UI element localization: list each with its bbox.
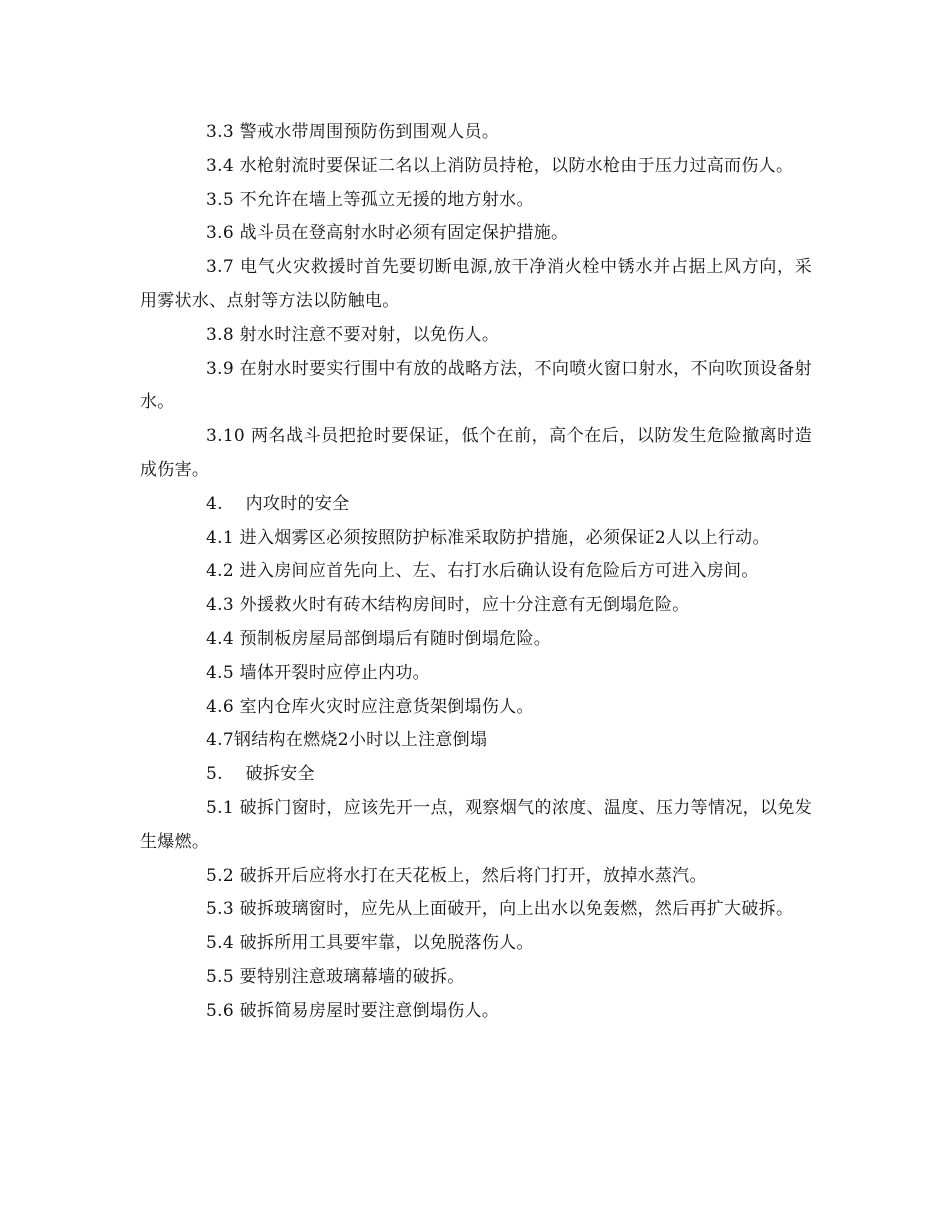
section-heading-4: 4. 内攻时的安全 xyxy=(206,493,350,514)
paragraph-3-4: 3.4 水枪射流时要保证二名以上消防员持枪，以防水枪由于压力过高而伤人。 xyxy=(206,155,794,176)
section-heading-5: 5. 破拆安全 xyxy=(206,764,315,785)
paragraph-5-2: 5.2 破拆开后应将水打在天花板上，然后将门打开，放掉水蒸汽。 xyxy=(206,865,707,886)
paragraph-4-3: 4.3 外援救火时有砖木结构房间时，应十分注意有无倒塌危险。 xyxy=(206,595,690,616)
paragraph-5-4: 5.4 破拆所用工具要牢靠，以免脱落伤人。 xyxy=(206,933,534,954)
paragraph-5-3: 5.3 破拆玻璃窗时，应先从上面破开，向上出水以免轰燃，然后再扩大破拆。 xyxy=(206,899,794,920)
paragraph-3-10: 3.10 两名战斗员把抢时要保证，低个在前，高个在后，以防发生危险撤离时造成伤害。 xyxy=(140,426,812,480)
paragraph-4-5: 4.5 墙体开裂时应停止内功。 xyxy=(206,662,430,683)
paragraph-4-2: 4.2 进入房间应首先向上、左、右打水后确认设有危险后方可进入房间。 xyxy=(206,561,759,582)
paragraph-4-1: 4.1 进入烟雾区必须按照防护标准采取防护措施，必须保证2人以上行动。 xyxy=(206,527,770,548)
paragraph-3-7: 3.7 电气火灾救援时首先要切断电源,放干净消火栓中锈水并占据上风方向，采用雾状水、点射等方法以防触电。 xyxy=(140,257,812,311)
paragraph-3-5: 3.5 不允许在墙上等孤立无援的地方射水。 xyxy=(206,189,534,210)
document-body xyxy=(140,116,812,1029)
paragraph-4-4: 4.4 预制板房屋局部倒塌后有随时倒塌危险。 xyxy=(206,628,552,649)
paragraph-4-6: 4.6 室内仓库火灾时应注意货架倒塌伤人。 xyxy=(206,696,534,717)
paragraph-3-8: 3.8 射水时注意不要对射，以免伤人。 xyxy=(206,324,500,345)
paragraph-5-1: 5.1 破拆门窗时，应该先开一点，观察烟气的浓度、温度、压力等情况，以免发生爆燃。 xyxy=(140,797,812,852)
paragraph-3-6: 3.6 战斗员在登高射水时必须有固定保护措施。 xyxy=(206,223,569,244)
paragraph-3-3: 3.3 警戒水带周围预防伤到围观人员。 xyxy=(206,122,500,142)
paragraph-3-9: 3.9 在射水时要实行围中有放的战略方法，不向喷火窗口射水，不向吹顶设备射水。 xyxy=(140,358,812,413)
paragraph-5-6: 5.6 破拆简易房屋时要注意倒塌伤人。 xyxy=(206,1000,500,1021)
paragraph-4-7: 4.7钢结构在燃烧2小时以上注意倒塌 xyxy=(206,730,488,751)
paragraph-5-5: 5.5 要特别注意玻璃幕墙的破拆。 xyxy=(206,966,465,987)
